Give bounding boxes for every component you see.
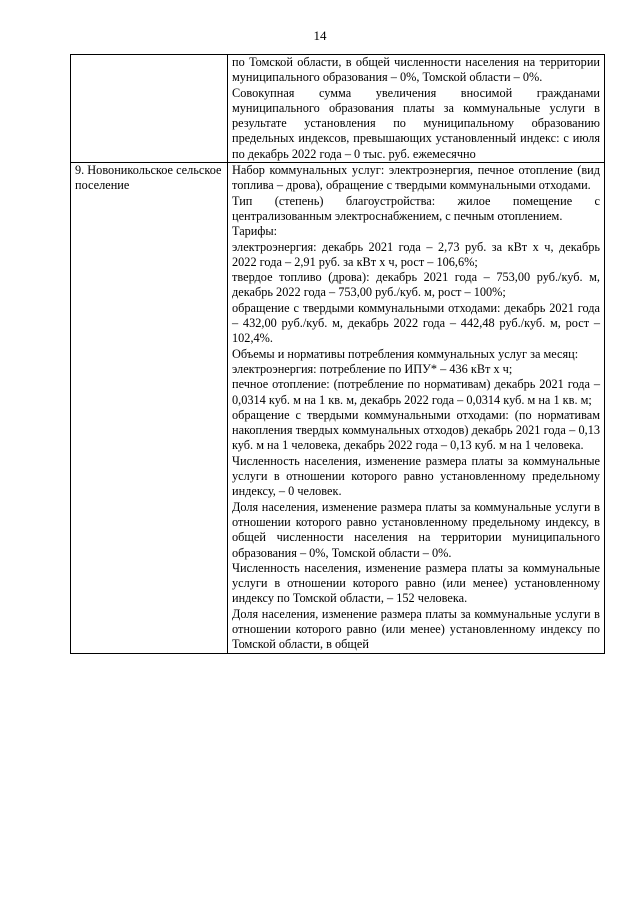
- paragraph: Совокупная сумма увеличения вносимой гражданами муниципального образования платы за коммунальные услуги в результате установления по муниципальному образованию предельных индексов, превышающих установленный индекс: с июля по декабрь 2022 года – 0 тыс. руб. ежемесячно: [232, 85, 600, 161]
- paragraph: печное отопление: (потребление по нормативам) декабрь 2021 года – 0,0314 куб. м на 1 кв. м, декабрь 2022 года – 0,0314 куб. м на 1 кв. м;: [232, 377, 600, 407]
- municipality-cell: [71, 55, 228, 163]
- paragraph: Численность населения, изменение размера платы за коммунальные услуги в отношении которого равно установленному предельному индексу, – 0 человек.: [232, 453, 600, 499]
- paragraph: обращение с твердыми коммунальными отходами: декабрь 2021 года – 432,00 руб./куб. м, декабрь 2022 года – 442,48 руб./куб. м, рост – 102,4%.: [232, 300, 600, 346]
- tariff-table: [70, 54, 605, 654]
- page-number: 14: [313, 28, 327, 43]
- table-row: [71, 163, 605, 654]
- municipality-cell: [71, 163, 228, 654]
- paragraph: Набор коммунальных услуг: электроэнергия, печное отопление (вид топлива – дрова), обращение с твердыми коммунальными отходами.: [232, 163, 600, 193]
- details-cell: [228, 163, 605, 654]
- paragraph: Доля населения, изменение размера платы за коммунальные услуги в отношении которого равно установленному предельному индексу, в общей численности населения на территории муниципального образования – 0%, Томской области – 0%.: [232, 499, 600, 560]
- paragraph: Тип (степень) благоустройства: жилое помещение с централизованным электроснабжением, с печным отоплением.: [232, 193, 600, 223]
- paragraph: обращение с твердыми коммунальными отходами: (по нормативам накопления твердых коммунальных отходов) декабрь 2021 года – 0,13 куб. м на 1 человека, декабрь 2022 года – 0,13 куб. м на 1 человека.: [232, 407, 600, 453]
- paragraph: электроэнергия: декабрь 2021 года – 2,73 руб. за кВт х ч, декабрь 2022 года – 2,91 руб. за кВт х ч, рост – 106,6%;: [232, 239, 600, 269]
- paragraph: Доля населения, изменение размера платы за коммунальные услуги в отношении которого равно (или менее) установленному индексу по Томской области, в общей: [232, 606, 600, 652]
- paragraph: твердое топливо (дрова): декабрь 2021 года – 753,00 руб./куб. м, декабрь 2022 года – 753,00 руб./куб. м, рост – 100%;: [232, 270, 600, 300]
- paragraph: по Томской области, в общей численности населения на территории муниципального образования – 0%, Томской области – 0%.: [232, 55, 600, 85]
- table-row: [71, 55, 605, 163]
- details-cell: [228, 55, 605, 163]
- paragraph: Объемы и нормативы потребления коммунальных услуг за месяц:: [232, 346, 579, 361]
- paragraph: Численность населения, изменение размера платы за коммунальные услуги в отношении которого равно (или менее) установленному индексу по Томской области, – 152 человека.: [232, 560, 600, 606]
- municipality-name: 9. Новоникольское сельское поселение: [75, 163, 222, 193]
- paragraph: Тарифы:: [232, 224, 278, 239]
- paragraph: электроэнергия: потребление по ИПУ* – 436 кВт х ч;: [232, 361, 513, 376]
